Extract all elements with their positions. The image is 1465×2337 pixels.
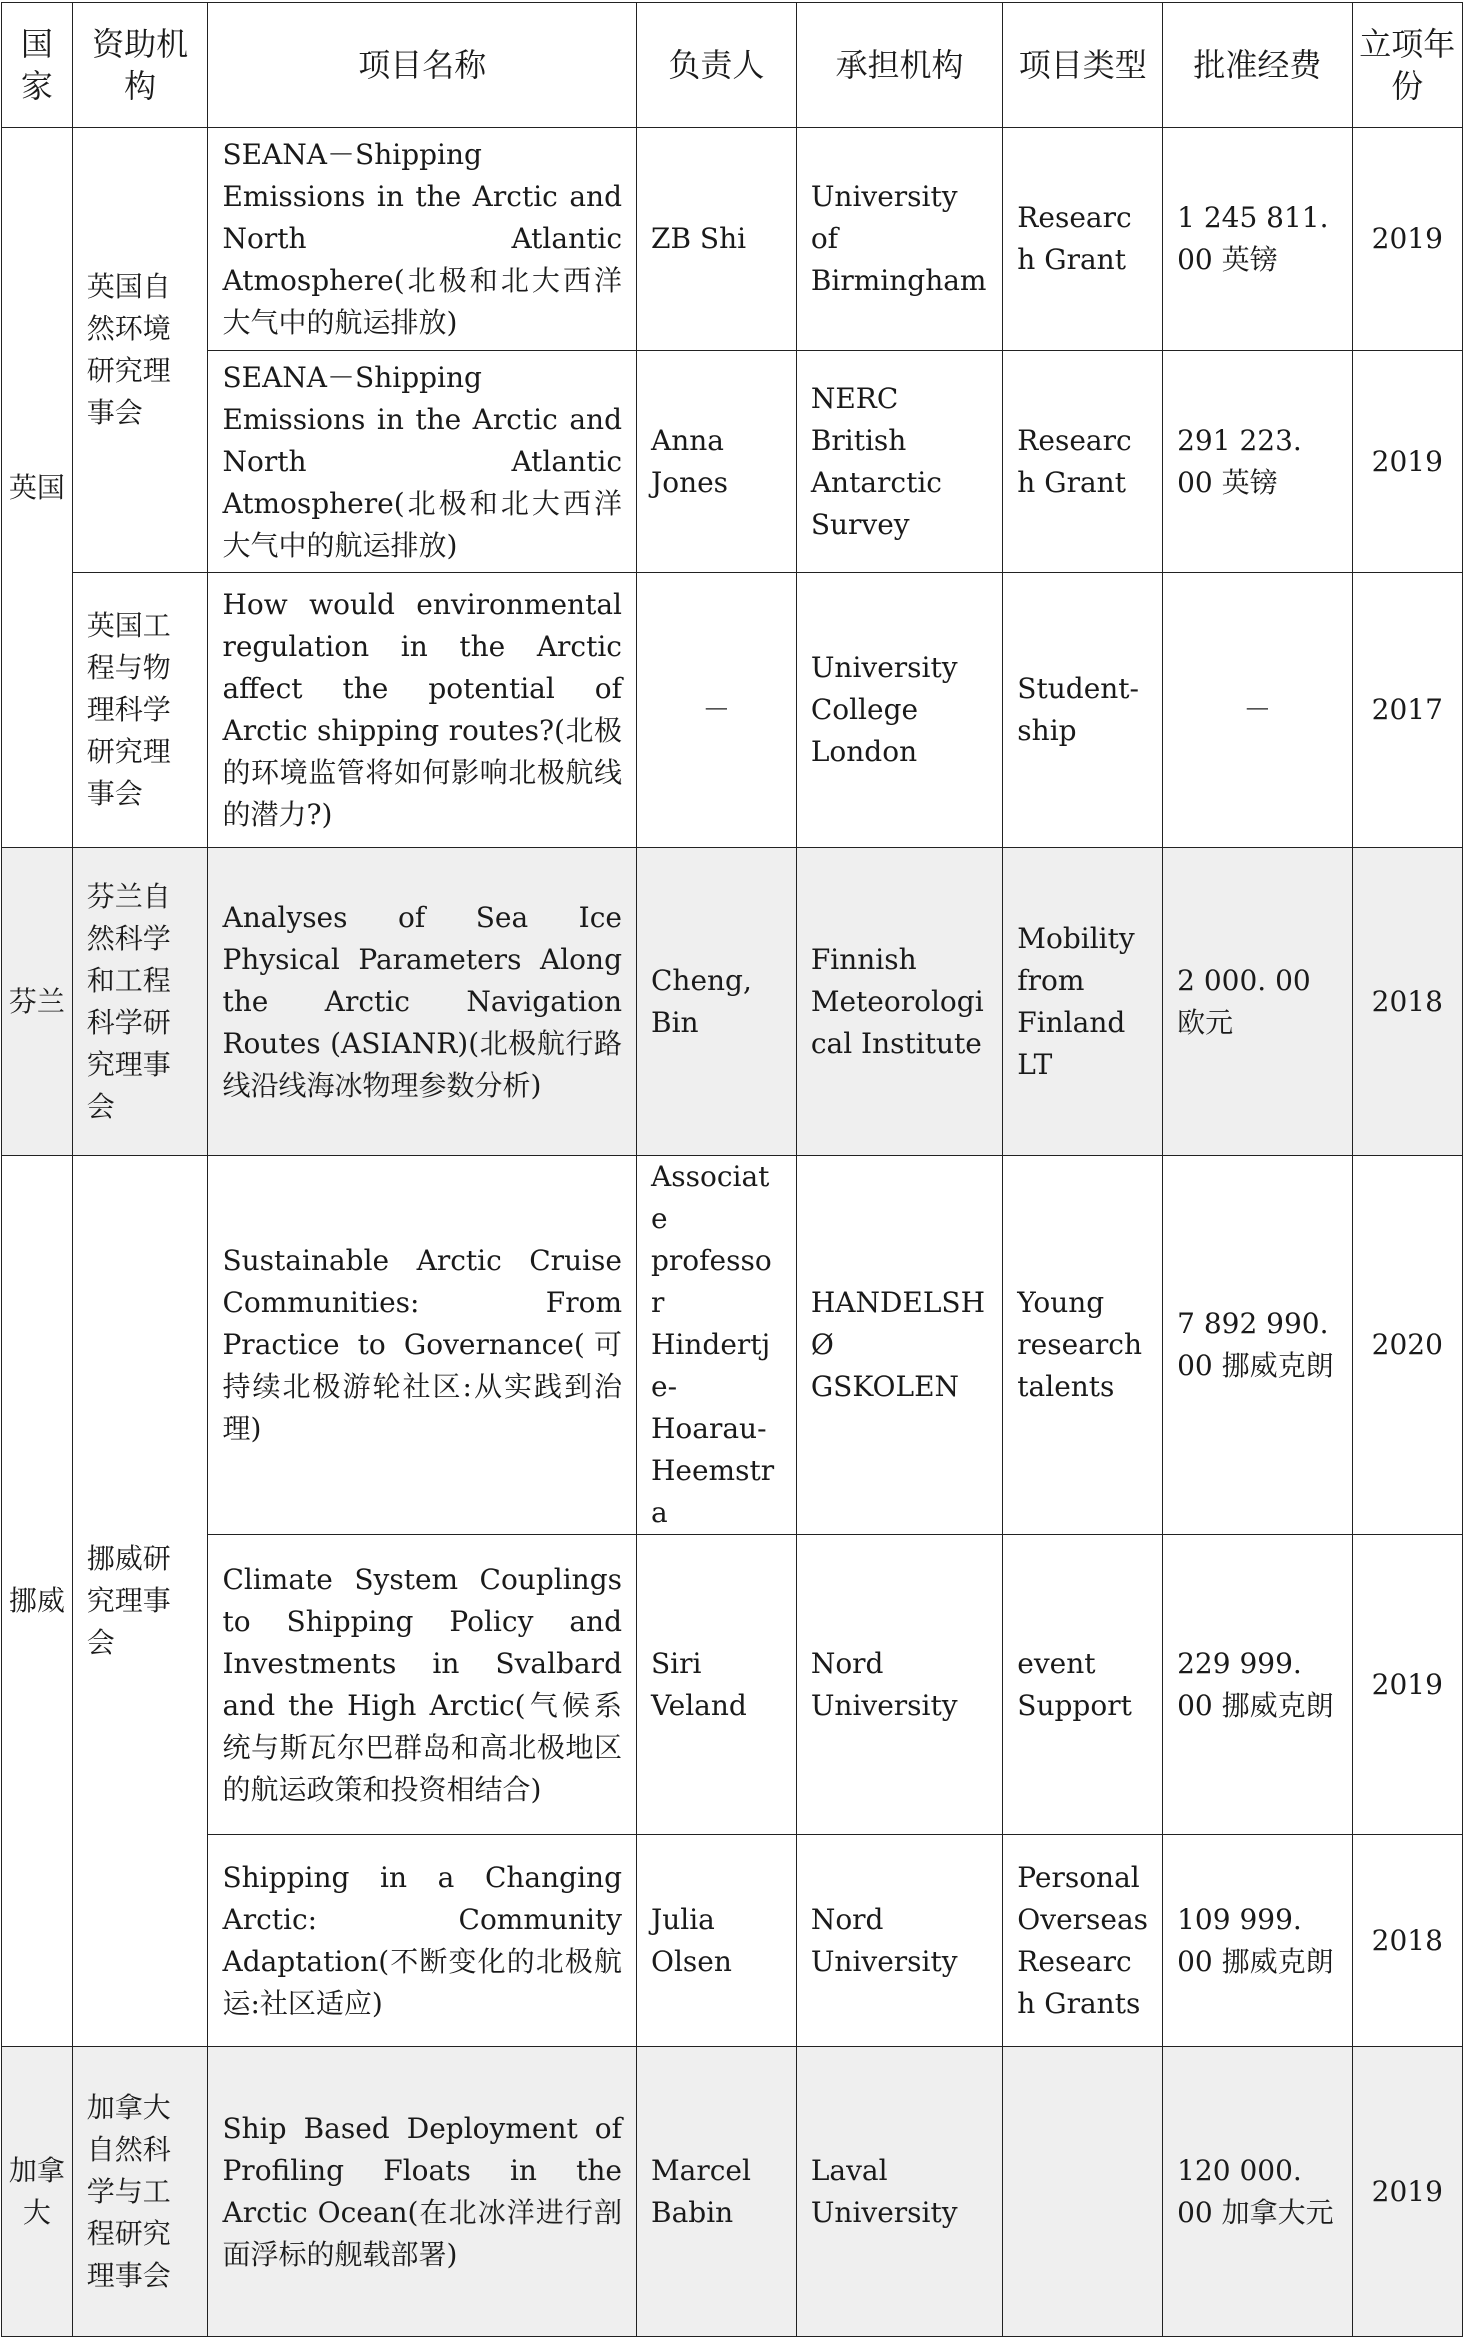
institution-cell: HANDELSHØ GSKOLEN bbox=[796, 1156, 1002, 1535]
type-cell: Personal Overseas Research Grants bbox=[1003, 1835, 1163, 2047]
header-row bbox=[2, 3, 1463, 128]
institution-cell: Finnish Meteorological Institute bbox=[796, 848, 1002, 1156]
funding-cell: 7 892 990. 00 挪威克朗 bbox=[1163, 1156, 1353, 1535]
year-cell: 2018 bbox=[1352, 1835, 1462, 2047]
col-header-project-type: 项目类型 bbox=[1003, 3, 1163, 128]
agency-cell: 加拿大自然科学与工程研究理事会 bbox=[72, 2047, 208, 2337]
agency-cell: 挪威研究理事会 bbox=[72, 1156, 208, 2047]
table-row bbox=[2, 573, 1463, 848]
type-cell: event Support bbox=[1003, 1535, 1163, 1835]
project-title-cell: Analyses of Sea Ice Physical Parameters Along the Arctic Navigation Routes (ASIANR)(北极航行路线沿线海冰物理参数分析) bbox=[208, 848, 637, 1156]
funding-cell: 120 000. 00 加拿大元 bbox=[1163, 2047, 1353, 2337]
project-title-cell: How would environmental regulation in the Arctic affect the potential of Arctic shipping routes?(北极的环境监管将如何影响北极航线的潜力?) bbox=[208, 573, 637, 848]
agency-cell: 芬兰自然科学和工程科学研究理事会 bbox=[72, 848, 208, 1156]
col-header-project-name: 项目名称 bbox=[208, 3, 637, 128]
year-cell: 2019 bbox=[1352, 2047, 1462, 2337]
col-header-institution: 承担机构 bbox=[796, 3, 1002, 128]
principal-cell: Julia Olsen bbox=[637, 1835, 797, 2047]
year-cell: 2019 bbox=[1352, 128, 1462, 351]
type-cell: Young research talents bbox=[1003, 1156, 1163, 1535]
table-row bbox=[2, 1835, 1463, 2047]
table-row bbox=[2, 1156, 1463, 1535]
project-title-cell: SEANA－Shipping Emissions in the Arctic and North Atlantic Atmosphere(北极和北大西洋大气中的航运排放) bbox=[208, 351, 637, 573]
principal-cell: Associate professor Hindertje-Hoarau-Heemstra bbox=[637, 1156, 797, 1535]
type-cell: Research Grant bbox=[1003, 128, 1163, 351]
project-title-cell: Shipping in a Changing Arctic: Community Adaptation(不断变化的北极航运:社区适应) bbox=[208, 1835, 637, 2047]
funding-cell: 109 999. 00 挪威克朗 bbox=[1163, 1835, 1353, 2047]
principal-cell: Anna Jones bbox=[637, 351, 797, 573]
col-header-country: 国家 bbox=[2, 3, 73, 128]
funding-cell: － bbox=[1163, 573, 1353, 848]
institution-cell: Nord University bbox=[796, 1835, 1002, 2047]
funding-cell: 229 999. 00 挪威克朗 bbox=[1163, 1535, 1353, 1835]
country-cell: 挪威 bbox=[2, 1156, 73, 2047]
principal-cell: Marcel Babin bbox=[637, 2047, 797, 2337]
year-cell: 2019 bbox=[1352, 1535, 1462, 1835]
country-cell: 英国 bbox=[2, 128, 73, 848]
type-cell: Research Grant bbox=[1003, 351, 1163, 573]
institution-cell: University College London bbox=[796, 573, 1002, 848]
col-header-funding: 批准经费 bbox=[1163, 3, 1353, 128]
project-title-cell: Climate System Couplings to Shipping Policy and Investments in Svalbard and the High Arctic(气候系统与斯瓦尔巴群岛和高北极地区的航运政策和投资相结合) bbox=[208, 1535, 637, 1835]
funding-cell: 2 000. 00 欧元 bbox=[1163, 848, 1353, 1156]
institution-cell: NERC British Antarctic Survey bbox=[796, 351, 1002, 573]
principal-cell: Siri Veland bbox=[637, 1535, 797, 1835]
col-header-principal: 负责人 bbox=[637, 3, 797, 128]
grants-table bbox=[1, 2, 1463, 2337]
institution-cell: Nord University bbox=[796, 1535, 1002, 1835]
year-cell: 2019 bbox=[1352, 351, 1462, 573]
col-header-agency: 资助机构 bbox=[72, 3, 208, 128]
funding-cell: 1 245 811. 00 英镑 bbox=[1163, 128, 1353, 351]
country-cell: 加拿大 bbox=[2, 2047, 73, 2337]
project-title-cell: Sustainable Arctic Cruise Communities: From Practice to Governance(可持续北极游轮社区:从实践到治理) bbox=[208, 1156, 637, 1535]
type-cell: Student-ship bbox=[1003, 573, 1163, 848]
funding-cell: 291 223. 00 英镑 bbox=[1163, 351, 1353, 573]
table-row bbox=[2, 848, 1463, 1156]
year-cell: 2018 bbox=[1352, 848, 1462, 1156]
table-row bbox=[2, 2047, 1463, 2337]
table-row bbox=[2, 351, 1463, 573]
table-row bbox=[2, 1535, 1463, 1835]
type-cell: Mobility from Finland LT bbox=[1003, 848, 1163, 1156]
institution-cell: Laval University bbox=[796, 2047, 1002, 2337]
year-cell: 2017 bbox=[1352, 573, 1462, 848]
principal-cell: － bbox=[637, 573, 797, 848]
institution-cell: University of Birmingham bbox=[796, 128, 1002, 351]
agency-cell: 英国自然环境研究理事会 bbox=[72, 128, 208, 573]
year-cell: 2020 bbox=[1352, 1156, 1462, 1535]
table-row bbox=[2, 128, 1463, 351]
project-title-cell: SEANA－Shipping Emissions in the Arctic and North Atlantic Atmosphere(北极和北大西洋大气中的航运排放) bbox=[208, 128, 637, 351]
principal-cell: Cheng, Bin bbox=[637, 848, 797, 1156]
principal-cell: ZB Shi bbox=[637, 128, 797, 351]
project-title-cell: Ship Based Deployment of Profiling Floats in the Arctic Ocean(在北冰洋进行剖面浮标的舰载部署) bbox=[208, 2047, 637, 2337]
type-cell bbox=[1003, 2047, 1163, 2337]
col-header-year: 立项年份 bbox=[1352, 3, 1462, 128]
agency-cell: 英国工程与物理科学研究理事会 bbox=[72, 573, 208, 848]
country-cell: 芬兰 bbox=[2, 848, 73, 1156]
